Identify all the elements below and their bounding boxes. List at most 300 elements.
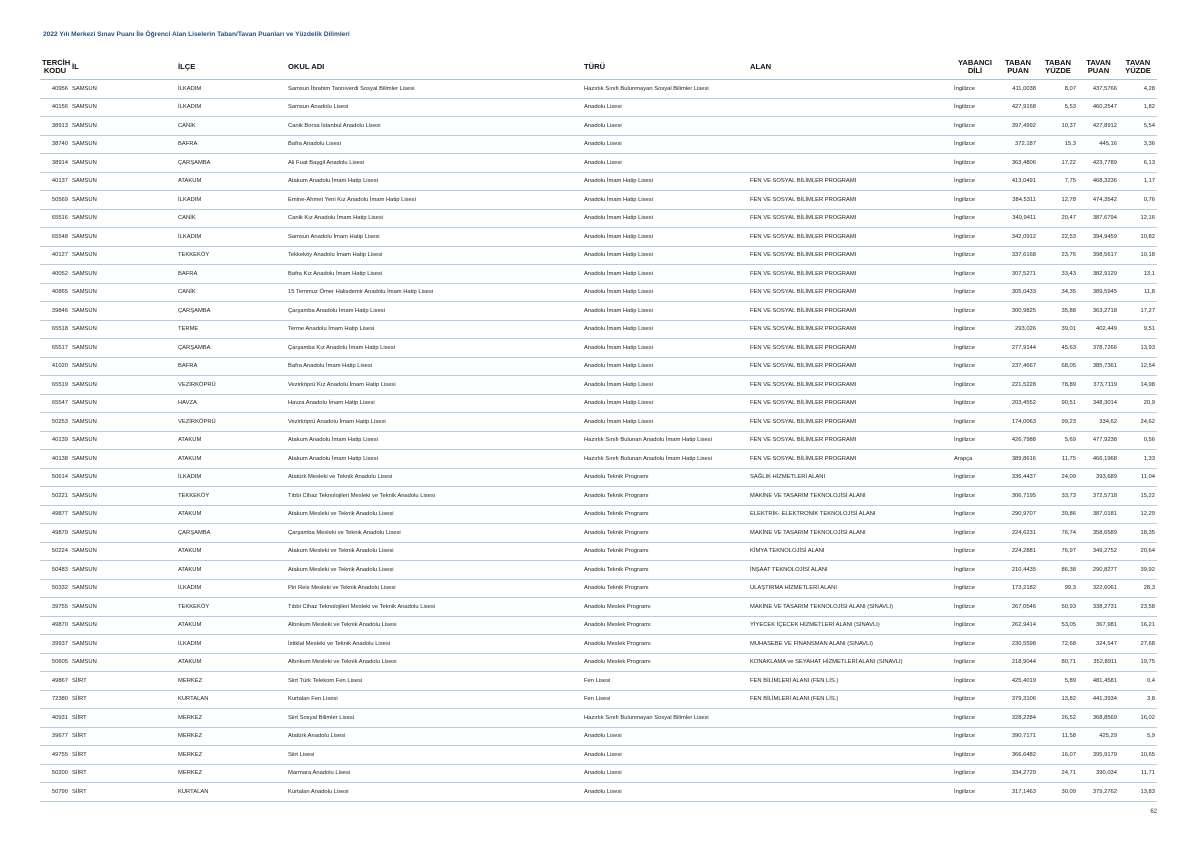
cell-tercih-kodu: 40127 (40, 246, 70, 265)
table-row (40, 709, 1157, 728)
cell-il: SAMSUN (70, 302, 176, 321)
cell-ilce: ÇARŞAMBA (176, 302, 286, 321)
cell-tavan-yuzde: 10,18 (1119, 246, 1157, 265)
page-number: 62 (1150, 809, 1157, 815)
cell-tavan-yuzde: 5,54 (1119, 117, 1157, 136)
cell-taban-yuzde: 23,76 (1038, 246, 1078, 265)
cell-tavan-yuzde: 0,4 (1119, 672, 1157, 691)
cell-okul-adi: Samsun Anadolu Lisesi (286, 98, 582, 117)
cell-tavan-puan: 460,2547 (1078, 98, 1119, 117)
cell-taban-puan: 290,9707 (998, 505, 1038, 524)
cell-tavan-yuzde: 4,28 (1119, 80, 1157, 99)
cell-turu: Hazırlık Sınıfı Bulunmayan Sosyal Bilimler Lisesi (582, 709, 748, 728)
cell-okul-adi: Atakum Anadolu İmam Hatip Lisesi (286, 431, 582, 450)
cell-taban-puan: 237,4667 (998, 357, 1038, 376)
cell-turu: Anadolu Lisesi (582, 98, 748, 117)
cell-taban-yuzde: 86,38 (1038, 561, 1078, 580)
cell-ilce: HAVZA (176, 394, 286, 413)
cell-tercih-kodu: 39937 (40, 635, 70, 654)
cell-okul-adi: Atatürk Mesleki ve Teknik Anadolu Lisesi (286, 468, 582, 487)
cell-tavan-puan: 334,62 (1078, 413, 1119, 432)
cell-taban-yuzde: 30,09 (1038, 783, 1078, 802)
cell-tavan-puan: 372,5718 (1078, 487, 1119, 506)
cell-il: SAMSUN (70, 487, 176, 506)
cell-ilce: ATAKUM (176, 653, 286, 672)
cell-tavan-yuzde: 1,33 (1119, 450, 1157, 469)
cell-yabanci-dili: İngilizce (952, 598, 998, 617)
cell-ilce: BAFRA (176, 135, 286, 154)
cell-yabanci-dili: İngilizce (952, 117, 998, 136)
cell-alan: FEN VE SOSYAL BİLİMLER PROGRAMI (748, 191, 952, 210)
table-row (40, 357, 1157, 376)
cell-okul-adi: Atakum Anadolu İmam Hatip Lisesi (286, 450, 582, 469)
cell-ilce: ÇARŞAMBA (176, 524, 286, 543)
cell-taban-yuzde: 76,97 (1038, 542, 1078, 561)
cell-tavan-puan: 358,6589 (1078, 524, 1119, 543)
cell-turu: Anadolu Teknik Programı (582, 468, 748, 487)
table-row (40, 450, 1157, 469)
cell-yabanci-dili: İngilizce (952, 690, 998, 709)
cell-ilce: VEZİRKÖPRÜ (176, 413, 286, 432)
cell-tavan-puan: 445,16 (1078, 135, 1119, 154)
cell-tercih-kodu: 49755 (40, 746, 70, 765)
cell-ilce: TEKKEKÖY (176, 246, 286, 265)
cell-il: SAMSUN (70, 283, 176, 302)
cell-tercih-kodu: 39846 (40, 302, 70, 321)
cell-turu: Anadolu Teknik Programı (582, 561, 748, 580)
cell-ilce: ATAKUM (176, 450, 286, 469)
cell-okul-adi: Tıbbi Cihaz Teknolojileri Mesleki ve Teknik Anadolu Lisesi (286, 487, 582, 506)
cell-yabanci-dili: İngilizce (952, 339, 998, 358)
cell-taban-yuzde: 15,3 (1038, 135, 1078, 154)
cell-yabanci-dili: Arapça (952, 450, 998, 469)
cell-tercih-kodu: 39677 (40, 727, 70, 746)
header-tavan-yuzde: TAVAN YÜZDE (1119, 55, 1157, 80)
cell-taban-yuzde: 5,53 (1038, 98, 1078, 117)
cell-ilce: BAFRA (176, 357, 286, 376)
cell-ilce: ÇARŞAMBA (176, 154, 286, 173)
cell-turu: Anadolu Teknik Programı (582, 579, 748, 598)
cell-tercih-kodu: 40956 (40, 80, 70, 99)
cell-turu: Hazırlık Sınıfı Bulunmayan Sosyal Bilimler Lisesi (582, 80, 748, 99)
cell-yabanci-dili: İngilizce (952, 265, 998, 284)
cell-tercih-kodu: 65516 (40, 209, 70, 228)
cell-ilce: ATAKUM (176, 616, 286, 635)
cell-taban-puan: 293,026 (998, 320, 1038, 339)
cell-tavan-yuzde: 18,35 (1119, 524, 1157, 543)
cell-il: SAMSUN (70, 524, 176, 543)
cell-tercih-kodu: 65547 (40, 394, 70, 413)
cell-okul-adi: Samsun İbrahim Tannıverdi Sosyal Bilimler Lisesi (286, 80, 582, 99)
cell-tercih-kodu: 72380 (40, 690, 70, 709)
cell-turu: Anadolu Lisesi (582, 746, 748, 765)
cell-taban-yuzde: 5,89 (1038, 672, 1078, 691)
cell-alan: MAKİNE VE TASARIM TEKNOLOJİSİ ALANI (748, 487, 952, 506)
cell-okul-adi: Tıbbi Cihaz Teknolojileri Mesleki ve Teknik Anadolu Lisesi (286, 598, 582, 617)
cell-tavan-puan: 290,8277 (1078, 561, 1119, 580)
cell-okul-adi: Çarşamba Mesleki ve Teknik Anadolu Lisesi (286, 524, 582, 543)
cell-alan (748, 98, 952, 117)
cell-yabanci-dili: İngilizce (952, 228, 998, 247)
cell-ilce: ATAKUM (176, 431, 286, 450)
cell-alan: FEN BİLİMLERİ ALANI (FEN LİS.) (748, 690, 952, 709)
cell-alan: MAKİNE VE TASARIM TEKNOLOJİSİ ALANI (748, 524, 952, 543)
cell-ilce: İLKADIM (176, 635, 286, 654)
cell-turu: Anadolu İmam Hatip Lisesi (582, 357, 748, 376)
cell-taban-puan: 307,5271 (998, 265, 1038, 284)
cell-taban-yuzde: 90,51 (1038, 394, 1078, 413)
header-okul-adi: OKUL ADI (286, 55, 582, 80)
cell-tavan-yuzde: 16,02 (1119, 709, 1157, 728)
table-row (40, 616, 1157, 635)
cell-taban-puan: 224,6231 (998, 524, 1038, 543)
cell-il: SAMSUN (70, 191, 176, 210)
cell-ilce: ATAKUM (176, 505, 286, 524)
cell-tercih-kodu: 38740 (40, 135, 70, 154)
cell-okul-adi: Çarşamba Kız Anadolu İmam Hatip Lisesi (286, 339, 582, 358)
cell-il: SAMSUN (70, 616, 176, 635)
cell-okul-adi: İstiklal Mesleki ve Teknik Anadolu Lisesi (286, 635, 582, 654)
cell-tercih-kodu: 39755 (40, 598, 70, 617)
cell-okul-adi: Vezirköprü Anadolu İmam Hatip Lisesi (286, 413, 582, 432)
cell-tavan-yuzde: 11,8 (1119, 283, 1157, 302)
cell-yabanci-dili: İngilizce (952, 431, 998, 450)
cell-tercih-kodu: 50605 (40, 653, 70, 672)
cell-tavan-puan: 437,5766 (1078, 80, 1119, 99)
cell-ilce: VEZİRKÖPRÜ (176, 376, 286, 395)
table-row (40, 635, 1157, 654)
cell-turu: Anadolu İmam Hatip Lisesi (582, 376, 748, 395)
cell-yabanci-dili: İngilizce (952, 302, 998, 321)
cell-il: SAMSUN (70, 450, 176, 469)
cell-ilce: KURTALAN (176, 690, 286, 709)
cell-alan: FEN VE SOSYAL BİLİMLER PROGRAMI (748, 246, 952, 265)
cell-okul-adi: Altınkum Mesleki ve Teknik Anadolu Lisesi (286, 616, 582, 635)
cell-turu: Anadolu İmam Hatip Lisesi (582, 283, 748, 302)
cell-tercih-kodu: 65518 (40, 320, 70, 339)
cell-tavan-yuzde: 11,04 (1119, 468, 1157, 487)
cell-taban-yuzde: 53,05 (1038, 616, 1078, 635)
table-row (40, 376, 1157, 395)
table-row (40, 339, 1157, 358)
table-row (40, 265, 1157, 284)
table-row (40, 228, 1157, 247)
table-row (40, 98, 1157, 117)
cell-yabanci-dili: İngilizce (952, 727, 998, 746)
cell-taban-yuzde: 35,88 (1038, 302, 1078, 321)
table-row (40, 413, 1157, 432)
cell-ilce: TEKKEKÖY (176, 487, 286, 506)
cell-alan: FEN VE SOSYAL BİLİMLER PROGRAMI (748, 357, 952, 376)
cell-il: SİİRT (70, 783, 176, 802)
cell-okul-adi: Kurtalan Fen Lisesi (286, 690, 582, 709)
cell-il: SAMSUN (70, 561, 176, 580)
cell-tavan-yuzde: 0,76 (1119, 191, 1157, 210)
cell-turu: Anadolu İmam Hatip Lisesi (582, 191, 748, 210)
cell-alan (748, 154, 952, 173)
cell-taban-puan: 230,5598 (998, 635, 1038, 654)
header-alan: ALAN (748, 55, 952, 80)
cell-tavan-puan: 385,7361 (1078, 357, 1119, 376)
cell-alan: FEN VE SOSYAL BİLİMLER PROGRAMI (748, 209, 952, 228)
table-row (40, 783, 1157, 802)
cell-okul-adi: 15 Temmuz Ömer Halisdemir Anadolu İmam Hatip Lisesi (286, 283, 582, 302)
cell-taban-yuzde: 68,05 (1038, 357, 1078, 376)
cell-ilce: İLKADIM (176, 80, 286, 99)
cell-tavan-yuzde: 12,29 (1119, 505, 1157, 524)
cell-yabanci-dili: İngilizce (952, 616, 998, 635)
cell-taban-puan: 328,2284 (998, 709, 1038, 728)
header-tercih-kodu: TERCİH KODU (40, 55, 70, 80)
cell-tavan-puan: 468,3236 (1078, 172, 1119, 191)
cell-il: SAMSUN (70, 579, 176, 598)
cell-turu: Anadolu İmam Hatip Lisesi (582, 339, 748, 358)
document-title: 2022 Yılı Merkezi Sınav Puanı İle Öğrenci Alan Liselerin Taban/Tavan Puanları ve Yüzdelik Dilimleri (43, 31, 350, 38)
cell-yabanci-dili: İngilizce (952, 80, 998, 99)
cell-ilce: KURTALAN (176, 783, 286, 802)
cell-tavan-puan: 322,6061 (1078, 579, 1119, 598)
cell-tercih-kodu: 50253 (40, 413, 70, 432)
cell-tavan-puan: 387,0181 (1078, 505, 1119, 524)
cell-okul-adi: Ali Fuat Başgil Anadolu Lisesi (286, 154, 582, 173)
cell-taban-yuzde: 39,01 (1038, 320, 1078, 339)
cell-taban-yuzde: 13,82 (1038, 690, 1078, 709)
cell-il: SAMSUN (70, 357, 176, 376)
cell-taban-puan: 411,0038 (998, 80, 1038, 99)
cell-taban-yuzde: 22,53 (1038, 228, 1078, 247)
cell-yabanci-dili: İngilizce (952, 635, 998, 654)
cell-okul-adi: Altınkum Mesleki ve Teknik Anadolu Lisesi (286, 653, 582, 672)
cell-turu: Anadolu İmam Hatip Lisesi (582, 172, 748, 191)
cell-tavan-puan: 423,7789 (1078, 154, 1119, 173)
cell-il: SİİRT (70, 709, 176, 728)
cell-tavan-puan: 481,4581 (1078, 672, 1119, 691)
cell-taban-puan: 334,2729 (998, 764, 1038, 783)
cell-yabanci-dili: İngilizce (952, 283, 998, 302)
cell-turu: Anadolu Teknik Programı (582, 487, 748, 506)
cell-ilce: MERKEZ (176, 727, 286, 746)
cell-tercih-kodu: 38914 (40, 154, 70, 173)
cell-tavan-yuzde: 5,9 (1119, 727, 1157, 746)
cell-tercih-kodu: 40138 (40, 450, 70, 469)
cell-tavan-yuzde: 39,92 (1119, 561, 1157, 580)
table-row (40, 690, 1157, 709)
cell-tavan-puan: 427,8912 (1078, 117, 1119, 136)
cell-taban-puan: 218,9044 (998, 653, 1038, 672)
table-row (40, 505, 1157, 524)
cell-turu: Anadolu Teknik Programı (582, 505, 748, 524)
cell-ilce: CANİK (176, 283, 286, 302)
cell-okul-adi: Bafra Kız Anadolu İmam Hatip Lisesi (286, 265, 582, 284)
cell-yabanci-dili: İngilizce (952, 209, 998, 228)
cell-tavan-puan: 363,2718 (1078, 302, 1119, 321)
cell-tavan-yuzde: 15,22 (1119, 487, 1157, 506)
cell-tavan-puan: 324,547 (1078, 635, 1119, 654)
cell-turu: Anadolu İmam Hatip Lisesi (582, 246, 748, 265)
cell-alan (748, 727, 952, 746)
cell-tavan-puan: 382,9129 (1078, 265, 1119, 284)
cell-turu: Fen Lisesi (582, 672, 748, 691)
header-yabanci-dili: YABANCI DİLİ (952, 55, 998, 80)
cell-okul-adi: Bafra Anadolu Lisesi (286, 135, 582, 154)
cell-tavan-puan: 389,5945 (1078, 283, 1119, 302)
cell-ilce: MERKEZ (176, 709, 286, 728)
cell-turu: Anadolu Meslek Programı (582, 616, 748, 635)
cell-tavan-puan: 348,3014 (1078, 394, 1119, 413)
cell-il: SAMSUN (70, 468, 176, 487)
cell-tavan-puan: 338,2731 (1078, 598, 1119, 617)
cell-yabanci-dili: İngilizce (952, 561, 998, 580)
cell-yabanci-dili: İngilizce (952, 746, 998, 765)
cell-taban-puan: 174,0063 (998, 413, 1038, 432)
cell-yabanci-dili: İngilizce (952, 764, 998, 783)
cell-yabanci-dili: İngilizce (952, 524, 998, 543)
cell-alan: FEN VE SOSYAL BİLİMLER PROGRAMI (748, 413, 952, 432)
cell-tercih-kodu: 40931 (40, 709, 70, 728)
cell-taban-puan: 413,0491 (998, 172, 1038, 191)
cell-ilce: CANİK (176, 117, 286, 136)
cell-tavan-puan: 441,3934 (1078, 690, 1119, 709)
cell-il: SAMSUN (70, 598, 176, 617)
cell-taban-puan: 262,9414 (998, 616, 1038, 635)
cell-okul-adi: Bafra Anadolu İmam Hatip Lisesi (286, 357, 582, 376)
cell-taban-yuzde: 17,22 (1038, 154, 1078, 173)
cell-ilce: BAFRA (176, 265, 286, 284)
cell-ilce: İLKADIM (176, 191, 286, 210)
cell-turu: Anadolu İmam Hatip Lisesi (582, 302, 748, 321)
table-row (40, 542, 1157, 561)
cell-taban-puan: 306,7195 (998, 487, 1038, 506)
table-row (40, 80, 1157, 99)
cell-tercih-kodu: 50614 (40, 468, 70, 487)
cell-tavan-yuzde: 3,36 (1119, 135, 1157, 154)
cell-tavan-puan: 352,8911 (1078, 653, 1119, 672)
cell-taban-puan: 363,4806 (998, 154, 1038, 173)
cell-yabanci-dili: İngilizce (952, 783, 998, 802)
cell-ilce: İLKADIM (176, 98, 286, 117)
cell-yabanci-dili: İngilizce (952, 672, 998, 691)
table-row (40, 524, 1157, 543)
cell-tavan-yuzde: 9,51 (1119, 320, 1157, 339)
cell-tavan-puan: 393,689 (1078, 468, 1119, 487)
table-row (40, 135, 1157, 154)
cell-yabanci-dili: İngilizce (952, 191, 998, 210)
cell-taban-yuzde: 80,71 (1038, 653, 1078, 672)
cell-okul-adi: Tekkeköy Anadolu İmam Hatip Lisesi (286, 246, 582, 265)
cell-turu: Anadolu Lisesi (582, 727, 748, 746)
cell-il: SAMSUN (70, 635, 176, 654)
cell-alan: YİYECEK İÇECEK HİZMETLERİ ALANI (SINAVLI) (748, 616, 952, 635)
cell-taban-puan: 427,9168 (998, 98, 1038, 117)
cell-okul-adi: Vezirköprü Kız Anadolu İmam Hatip Lisesi (286, 376, 582, 395)
cell-taban-puan: 305,0433 (998, 283, 1038, 302)
cell-taban-puan: 210,4435 (998, 561, 1038, 580)
cell-taban-yuzde: 45,63 (1038, 339, 1078, 358)
cell-tavan-yuzde: 16,21 (1119, 616, 1157, 635)
cell-il: SAMSUN (70, 376, 176, 395)
cell-turu: Anadolu İmam Hatip Lisesi (582, 320, 748, 339)
cell-taban-yuzde: 50,93 (1038, 598, 1078, 617)
table-row (40, 579, 1157, 598)
cell-ilce: CANİK (176, 209, 286, 228)
cell-il: SAMSUN (70, 394, 176, 413)
cell-yabanci-dili: İngilizce (952, 505, 998, 524)
cell-tavan-yuzde: 0,56 (1119, 431, 1157, 450)
cell-tercih-kodu: 49867 (40, 672, 70, 691)
cell-il: SAMSUN (70, 505, 176, 524)
cell-ilce: İLKADIM (176, 468, 286, 487)
cell-taban-yuzde: 11,75 (1038, 450, 1078, 469)
cell-taban-puan: 379,3106 (998, 690, 1038, 709)
cell-ilce: ATAKUM (176, 542, 286, 561)
cell-il: SİİRT (70, 746, 176, 765)
cell-turu: Fen Lisesi (582, 690, 748, 709)
cell-yabanci-dili: İngilizce (952, 246, 998, 265)
cell-taban-yuzde: 12,78 (1038, 191, 1078, 210)
cell-tercih-kodu: 65519 (40, 376, 70, 395)
cell-taban-puan: 317,1463 (998, 783, 1038, 802)
cell-turu: Hazırlık Sınıfı Bulunan Anadolu İmam Hatip Lisesi (582, 450, 748, 469)
header-taban-puan: TABAN PUAN (998, 55, 1038, 80)
cell-yabanci-dili: İngilizce (952, 413, 998, 432)
cell-taban-yuzde: 26,52 (1038, 709, 1078, 728)
cell-taban-puan: 384,5311 (998, 191, 1038, 210)
cell-ilce: ATAKUM (176, 172, 286, 191)
table-row (40, 283, 1157, 302)
cell-il: SAMSUN (70, 135, 176, 154)
cell-tavan-yuzde: 28,3 (1119, 579, 1157, 598)
cell-taban-yuzde: 5,69 (1038, 431, 1078, 450)
cell-tavan-yuzde: 12,54 (1119, 357, 1157, 376)
cell-alan: MAKİNE VE TASARIM TEKNOLOJİSİ ALANI (SINAVLI) (748, 598, 952, 617)
cell-tercih-kodu: 50332 (40, 579, 70, 598)
cell-alan: KONAKLAMA ve SEYAHAT HİZMETLERİ ALANI (SINAVLI) (748, 653, 952, 672)
table-header-row (40, 55, 1157, 80)
cell-taban-puan: 336,4437 (998, 468, 1038, 487)
cell-turu: Anadolu Lisesi (582, 783, 748, 802)
cell-yabanci-dili: İngilizce (952, 135, 998, 154)
cell-alan: FEN VE SOSYAL BİLİMLER PROGRAMI (748, 228, 952, 247)
cell-alan: FEN VE SOSYAL BİLİMLER PROGRAMI (748, 172, 952, 191)
cell-tavan-yuzde: 17,27 (1119, 302, 1157, 321)
cell-taban-puan: 397,4992 (998, 117, 1038, 136)
cell-ilce: İLKADIM (176, 228, 286, 247)
cell-tavan-puan: 394,9459 (1078, 228, 1119, 247)
cell-tavan-puan: 474,3542 (1078, 191, 1119, 210)
cell-taban-yuzde: 34,35 (1038, 283, 1078, 302)
cell-il: SİİRT (70, 690, 176, 709)
cell-alan: FEN VE SOSYAL BİLİMLER PROGRAMI (748, 431, 952, 450)
cell-il: SAMSUN (70, 339, 176, 358)
cell-taban-puan: 173,2182 (998, 579, 1038, 598)
cell-okul-adi: Emine-Ahmet Yeni Kız Anadolu İmam Hatip Lisesi (286, 191, 582, 210)
cell-okul-adi: Samsun Anadolu İmam Hatip Lisesi (286, 228, 582, 247)
cell-tavan-yuzde: 13,93 (1119, 339, 1157, 358)
header-turu: TÜRÜ (582, 55, 748, 80)
cell-okul-adi: Siirt Lisesi (286, 746, 582, 765)
table-row (40, 487, 1157, 506)
cell-taban-puan: 366,6482 (998, 746, 1038, 765)
cell-okul-adi: Çarşamba Anadolu İmam Hatip Lisesi (286, 302, 582, 321)
cell-alan: FEN VE SOSYAL BİLİMLER PROGRAMI (748, 302, 952, 321)
cell-alan (748, 709, 952, 728)
cell-turu: Anadolu Lisesi (582, 764, 748, 783)
cell-yabanci-dili: İngilizce (952, 579, 998, 598)
cell-okul-adi: Atakum Mesleki ve Teknik Anadolu Lisesi (286, 505, 582, 524)
cell-alan: ELEKTRİK- ELEKTRONİK TEKNOLOJİSİ ALANI (748, 505, 952, 524)
cell-yabanci-dili: İngilizce (952, 172, 998, 191)
table-row (40, 172, 1157, 191)
